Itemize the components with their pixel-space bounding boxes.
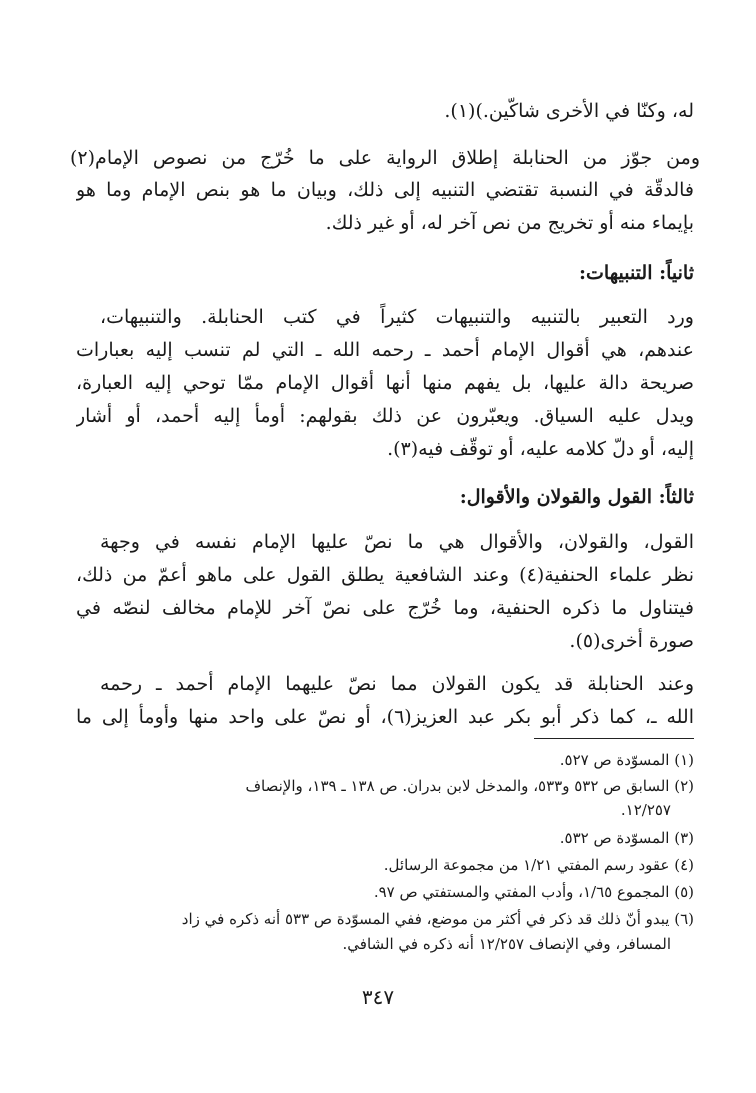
footnote: (١) المسوّدة ص ٥٢٧. <box>559 751 694 769</box>
text-line: القول، والقولان، والأقوال هي ما نصّ عليها الإمام نفسه في وجهة <box>100 531 694 553</box>
section-heading: ثانياً: التنبيهات: <box>579 262 694 284</box>
section-heading: ثالثاً: القول والقولان والأقوال: <box>459 486 694 508</box>
page-number: ٣٤٧ <box>361 985 395 1009</box>
footnote: (٢) السابق ص ٥٣٢ و٥٣٣، والمدخل لابن بدران. ص ١٣٨ ـ ١٣٩، والإنصاف <box>245 777 694 795</box>
footnote-separator <box>534 738 694 739</box>
text-line: ويدل عليه السياق. ويعبّرون عن ذلك بقولهم: أومأ إليه أحمد، أو أشار <box>76 405 694 427</box>
footnote: (٥) المجموع ١/٦٥، وأدب المفتي والمستفتي ص ٩٧. <box>373 883 694 901</box>
text-line: نظر علماء الحنفية(٤) وعند الشافعية يطلق القول على ماهو أعمّ من ذلك، <box>76 564 694 586</box>
text-line: فيتناول ما ذكره الحنفية، وما خُرّج على نصّ آخر للإمام مخالف لنصّه في <box>76 597 694 619</box>
text-line: فالدقّة في النسبة تقتضي التنبيه إلى ذلك، وبيان ما هو بنص الإمام وما هو <box>76 179 694 201</box>
text-line: بإيماء منه أو تخريج من نص آخر له، أو غير ذلك. <box>325 212 694 234</box>
text-line: ورد التعبير بالتنبيه والتنبيهات كثيراً في كتب الحنابلة. والتنبيهات، <box>100 306 694 328</box>
text-line: وعند الحنابلة قد يكون القولان مما نصّ عليهما الإمام أحمد ـ رحمه <box>100 673 694 695</box>
text-line: الله ـ، كما ذكر أبو بكر عبد العزيز(٦)، أو نصّ على واحد منها وأومأ إلى ما <box>76 706 694 728</box>
text-line: صريحة دالة عليها، بل يفهم منها أنها أقوال الإمام ممّا توحي إليه العبارة، <box>76 372 694 394</box>
text-line: ومن جوّز من الحنابلة إطلاق الرواية على ما خُرّج من نصوص الإمام(٢) <box>70 147 700 169</box>
text-line: عندهم، هي أقوال الإمام أحمد ـ رحمه الله ـ التي لم تنسب إليه بعبارات <box>76 339 694 361</box>
text-line: له، وكنّا في الأخرى شاكّين.)(١). <box>444 100 694 122</box>
text-line: إليه، أو دلّ كلامه عليه، أو توقّف فيه(٣). <box>387 438 694 460</box>
footnote: (٣) المسوّدة ص ٥٣٢. <box>559 829 694 847</box>
footnote: ١٢/٢٥٧. <box>620 801 671 819</box>
footnote: (٤) عقود رسم المفتي ١/٢١ من مجموعة الرسائل. <box>383 856 694 874</box>
footnote: (٦) يبدو أنّ ذلك قد ذكر في أكثر من موضع، ففي المسوّدة ص ٥٣٣ أنه ذكره في زاد <box>181 910 694 928</box>
text-line: صورة أخرى(٥). <box>569 630 694 652</box>
footnote: المسافر، وفي الإنصاف ١٢/٢٥٧ أنه ذكره في الشافي. <box>342 935 671 953</box>
